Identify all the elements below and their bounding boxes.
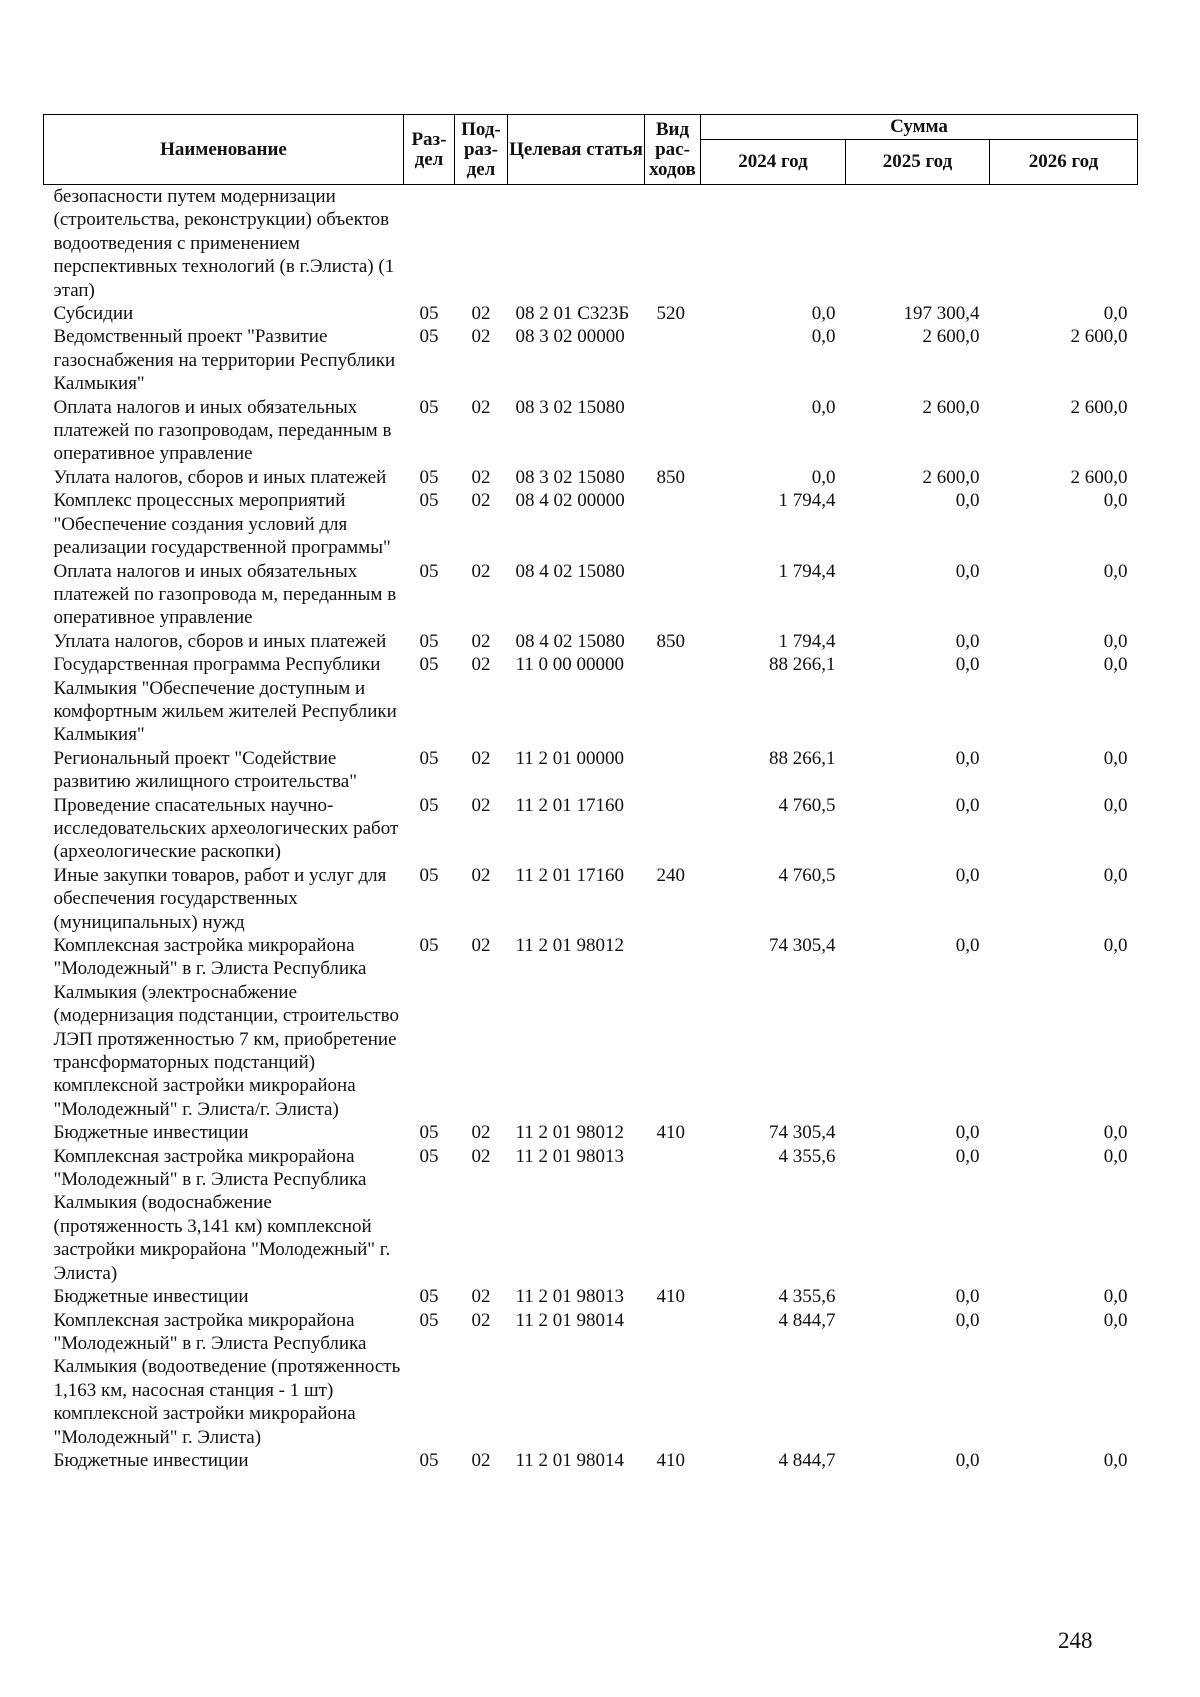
cell-podrazdel [455, 185, 508, 303]
cell-amount-2026: 0,0 [1103, 630, 1128, 652]
cell-razdel: 05 [419, 466, 439, 488]
cell-amount-2025 [846, 185, 990, 303]
cell-name: Государственная программа Республики Калмыкия "Обеспечение доступным и комфортным жильем жителей Республики Калмыкия" [53, 654, 397, 746]
table-row [44, 1285, 1138, 1308]
cell-amount-2025: 0,0 [955, 1122, 980, 1144]
table-row [44, 396, 1138, 466]
page-number: 248 [1058, 1628, 1093, 1653]
header-razdel: Раз-дел [404, 115, 455, 185]
cell-celevaya-statya: 11 2 01 17160 [515, 864, 625, 886]
cell-amount-2026: 0,0 [1103, 560, 1128, 582]
cell-amount-2026: 2 600,0 [1070, 326, 1128, 348]
cell-razdel: 05 [419, 1122, 439, 1144]
cell-amount-2024 [701, 185, 846, 303]
cell-vid-rashodov [645, 934, 701, 1121]
cell-vid-rashodov [645, 1309, 701, 1449]
table-row [44, 864, 1138, 934]
cell-vid-rashodov: 410 [656, 1286, 685, 1308]
cell-vid-rashodov [645, 489, 701, 559]
cell-celevaya-statya: 08 3 02 15080 [515, 396, 625, 418]
cell-amount-2024: 4 844,7 [778, 1309, 836, 1331]
cell-amount-2024: 74 305,4 [769, 935, 836, 956]
cell-name: Комплекс процессных мероприятий "Обеспечение создания условий для реализации государственной программы" [53, 490, 391, 559]
header-year-2025: 2025 год [846, 140, 990, 185]
cell-celevaya-statya: 08 4 02 15080 [515, 630, 625, 652]
budget-table-page [43, 114, 1137, 1472]
cell-amount-2025: 2 600,0 [922, 466, 980, 488]
cell-amount-2025: 0,0 [955, 490, 980, 512]
cell-podrazdel: 02 [471, 396, 491, 418]
cell-vid-rashodov: 850 [656, 466, 685, 488]
cell-amount-2024: 0,0 [811, 396, 836, 418]
cell-amount-2025: 0,0 [955, 1286, 980, 1308]
cell-name: Комплексная застройка микрорайона "Молодежный" в г. Элиста Республика Калмыкия (водоотведение (протяженность 1,163 км, насосная станция - 1 шт) комплексной застройки микрорайона "Молодежный" г. Элиста) [53, 1309, 401, 1448]
cell-name: Бюджетные инвестиции [53, 1122, 249, 1144]
cell-podrazdel: 02 [471, 1286, 491, 1308]
cell-celevaya-statya: 08 2 01 С323Б [515, 303, 630, 325]
cell-celevaya-statya: 08 4 02 15080 [515, 560, 625, 582]
cell-razdel: 05 [419, 1309, 439, 1331]
cell-razdel: 05 [419, 1145, 439, 1167]
cell-podrazdel: 02 [471, 1145, 491, 1167]
table-row [44, 934, 1138, 1121]
cell-vid-rashodov: 410 [656, 1122, 685, 1144]
cell-razdel: 05 [419, 1449, 439, 1471]
cell-amount-2025: 0,0 [955, 747, 980, 769]
cell-name: Оплата налогов и иных обязательных платежей по газопроводам, переданным в оперативное управление [53, 396, 392, 465]
cell-vid-rashodov: 850 [656, 630, 685, 652]
cell-vid-rashodov [645, 653, 701, 747]
header-year-2026: 2026 год [990, 140, 1138, 185]
cell-celevaya-statya: 11 2 01 00000 [515, 747, 625, 769]
cell-amount-2024: 74 305,4 [769, 1122, 836, 1144]
cell-celevaya-statya: 11 2 01 98014 [515, 1449, 625, 1471]
budget-table [43, 114, 1138, 1472]
cell-vid-rashodov: 520 [656, 303, 685, 325]
cell-amount-2024: 4 355,6 [778, 1286, 836, 1308]
table-row [44, 1121, 1138, 1144]
cell-celevaya-statya: 11 2 01 17160 [515, 794, 625, 816]
cell-amount-2025: 0,0 [955, 630, 980, 652]
cell-amount-2024: 88 266,1 [769, 747, 836, 769]
cell-amount-2026: 0,0 [1103, 303, 1128, 325]
cell-celevaya-statya: 08 4 02 00000 [515, 490, 625, 512]
cell-amount-2026: 0,0 [1103, 935, 1128, 956]
cell-vid-rashodov [645, 1145, 701, 1285]
table-row [44, 794, 1138, 864]
cell-razdel: 05 [419, 1286, 439, 1308]
cell-razdel: 05 [419, 303, 439, 325]
table-row [44, 185, 1138, 303]
cell-name: Уплата налогов, сборов и иных платежей [53, 466, 387, 488]
table-row [44, 630, 1138, 653]
cell-amount-2024: 0,0 [811, 303, 836, 325]
cell-amount-2025: 0,0 [955, 935, 980, 956]
cell-razdel: 05 [419, 490, 439, 512]
cell-podrazdel: 02 [471, 935, 491, 956]
cell-podrazdel: 02 [471, 466, 491, 488]
cell-amount-2026: 0,0 [1103, 1309, 1128, 1331]
cell-name: Бюджетные инвестиции [53, 1286, 249, 1308]
cell-name: безопасности путем модернизации (строительства, реконструкции) объектов водоотведения с применением перспективных технологий (в г.Элиста) (1 этап) [53, 186, 395, 301]
cell-amount-2024: 4 844,7 [778, 1449, 836, 1471]
cell-celevaya-statya: 11 2 01 98013 [515, 1286, 625, 1308]
cell-podrazdel: 02 [471, 490, 491, 512]
table-row [44, 653, 1138, 747]
cell-razdel: 05 [419, 794, 439, 816]
cell-celevaya-statya: 11 2 01 98013 [515, 1145, 625, 1167]
cell-celevaya-statya: 11 2 01 98012 [515, 935, 625, 956]
cell-amount-2024: 4 760,5 [778, 864, 836, 886]
table-header [44, 115, 1138, 185]
cell-podrazdel: 02 [471, 303, 491, 325]
cell-celevaya-statya: 08 3 02 15080 [515, 466, 625, 488]
cell-name: Субсидии [53, 303, 134, 325]
cell-amount-2025: 0,0 [955, 1449, 980, 1471]
cell-podrazdel: 02 [471, 654, 491, 676]
cell-podrazdel: 02 [471, 1309, 491, 1331]
cell-amount-2025: 0,0 [955, 560, 980, 582]
cell-razdel: 05 [419, 326, 439, 348]
header-summa: Сумма [701, 115, 1138, 140]
table-row [44, 747, 1138, 794]
cell-name: Региональный проект "Содействие развитию жилищного строительства" [53, 747, 357, 793]
table-body [44, 185, 1138, 1473]
cell-name: Комплексная застройка микрорайона "Молодежный" в г. Элиста Республика Калмыкия (электроснабжение (модернизация подстанции, строительство ЛЭП протяженностью 7 км, приобретение трансформаторных подстанций) комплексной застройки микрорайона "Молодежный" г. Элиста/г. Элиста) [53, 935, 399, 1120]
cell-amount-2025: 2 600,0 [922, 326, 980, 348]
cell-amount-2025: 0,0 [955, 864, 980, 886]
cell-amount-2024: 4 760,5 [778, 794, 836, 816]
cell-razdel: 05 [419, 935, 439, 956]
cell-amount-2026: 0,0 [1103, 1122, 1128, 1144]
cell-name: Комплексная застройка микрорайона "Молодежный" в г. Элиста Республика Калмыкия (водоснабжение (протяженность 3,141 км) комплексной застройки микрорайона "Молодежный" г. Элиста) [53, 1145, 391, 1284]
cell-amount-2024: 88 266,1 [769, 654, 836, 676]
cell-amount-2026: 2 600,0 [1070, 396, 1128, 418]
table-row [44, 466, 1138, 489]
table-row [44, 1449, 1138, 1472]
table-row [44, 489, 1138, 559]
header-year-2024: 2024 год [701, 140, 846, 185]
cell-amount-2024: 1 794,4 [778, 560, 836, 582]
cell-podrazdel: 02 [471, 326, 491, 348]
cell-amount-2026: 2 600,0 [1070, 466, 1128, 488]
header-podrazdel: Под-раз-дел [455, 115, 508, 185]
cell-amount-2024: 1 794,4 [778, 630, 836, 652]
cell-name: Оплата налогов и иных обязательных платежей по газопровода м, переданным в оперативное управление [53, 560, 397, 629]
cell-razdel: 05 [419, 560, 439, 582]
cell-podrazdel: 02 [471, 630, 491, 652]
cell-vid-rashodov [645, 794, 701, 864]
cell-celevaya-statya [508, 185, 645, 303]
cell-podrazdel: 02 [471, 1449, 491, 1471]
cell-amount-2024: 4 355,6 [778, 1145, 836, 1167]
cell-amount-2026: 0,0 [1103, 794, 1128, 816]
cell-celevaya-statya: 11 0 00 00000 [515, 654, 625, 676]
cell-amount-2024: 1 794,4 [778, 490, 836, 512]
cell-amount-2026: 0,0 [1103, 747, 1128, 769]
cell-amount-2025: 197 300,4 [903, 303, 980, 325]
cell-name: Проведение спасательных научно-исследовательских археологических работ (археологические раскопки) [53, 794, 399, 863]
cell-podrazdel: 02 [471, 794, 491, 816]
cell-name: Уплата налогов, сборов и иных платежей [53, 630, 387, 652]
cell-vid-rashodov: 240 [656, 864, 685, 886]
cell-amount-2026: 0,0 [1103, 654, 1128, 676]
header-celevaya: Целевая статья [508, 115, 645, 185]
cell-amount-2025: 0,0 [955, 794, 980, 816]
table-row [44, 1145, 1138, 1285]
cell-amount-2026: 0,0 [1103, 490, 1128, 512]
cell-vid-rashodov [645, 560, 701, 630]
table-row [44, 1309, 1138, 1449]
cell-podrazdel: 02 [471, 560, 491, 582]
cell-razdel [404, 185, 455, 303]
cell-vid-rashodov: 410 [656, 1449, 685, 1471]
cell-amount-2026: 0,0 [1103, 864, 1128, 886]
cell-celevaya-statya: 08 3 02 00000 [515, 326, 625, 348]
cell-podrazdel: 02 [471, 864, 491, 886]
cell-amount-2026: 0,0 [1103, 1286, 1128, 1308]
cell-celevaya-statya: 11 2 01 98014 [515, 1309, 625, 1331]
cell-podrazdel: 02 [471, 747, 491, 769]
cell-vid-rashodov [645, 747, 701, 794]
cell-vid-rashodov [645, 325, 701, 395]
cell-amount-2025: 0,0 [955, 654, 980, 676]
cell-vid-rashodov [645, 185, 701, 303]
cell-podrazdel: 02 [471, 1122, 491, 1144]
cell-razdel: 05 [419, 864, 439, 886]
cell-name: Ведомственный проект "Развитие газоснабжения на территории Республики Калмыкия" [53, 326, 396, 395]
cell-amount-2026: 0,0 [1103, 1145, 1128, 1167]
cell-amount-2025: 2 600,0 [922, 396, 980, 418]
cell-razdel: 05 [419, 630, 439, 652]
header-vid: Вид рас-ходов [645, 115, 701, 185]
header-name: Наименование [44, 115, 404, 185]
cell-amount-2024: 0,0 [811, 326, 836, 348]
table-row [44, 302, 1138, 325]
cell-razdel: 05 [419, 747, 439, 769]
table-row [44, 325, 1138, 395]
cell-amount-2025: 0,0 [955, 1145, 980, 1167]
cell-amount-2024: 0,0 [811, 466, 836, 488]
cell-razdel: 05 [419, 396, 439, 418]
cell-name: Иные закупки товаров, работ и услуг для обеспечения государственных (муниципальных) нужд [53, 864, 387, 933]
cell-amount-2026 [990, 185, 1138, 303]
cell-vid-rashodov [645, 396, 701, 466]
cell-razdel: 05 [419, 654, 439, 676]
table-row [44, 560, 1138, 630]
cell-amount-2026: 0,0 [1103, 1449, 1128, 1471]
cell-celevaya-statya: 11 2 01 98012 [515, 1122, 625, 1144]
cell-name: Бюджетные инвестиции [53, 1449, 249, 1471]
cell-amount-2025: 0,0 [955, 1309, 980, 1331]
